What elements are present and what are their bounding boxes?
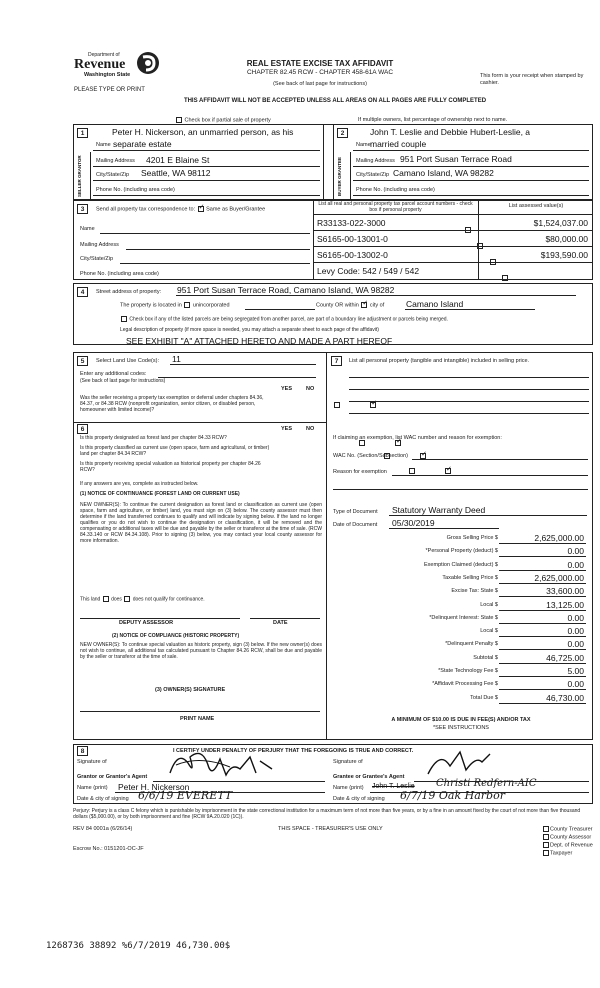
current-use-question: Is this property classified as current use (open space, farm and agricultural, or timber) land per chapter 84.34 RCW? <box>80 445 270 457</box>
partial-sale-checkbox[interactable] <box>176 117 182 123</box>
seller-side-label: SELLER GRANTOR <box>77 155 82 197</box>
state-name: Washington State <box>84 72 131 78</box>
grantor-name: Peter H. Nickerson <box>118 782 190 792</box>
grantor-signature-icon <box>160 745 290 783</box>
tax-row-label: *Personal Property (deduct) $ <box>425 548 498 555</box>
buyer-side-label: BUYER GRANTEE <box>337 156 342 196</box>
exemption-claim-label: If claiming an exemption, list WAC number and reason for exemption: <box>333 435 502 441</box>
personal-property-label: List all personal property (tangible and intangible) included in selling price. <box>349 358 530 364</box>
reason-label: Reason for exemption <box>333 469 387 475</box>
segregation-checkbox[interactable] <box>121 316 127 322</box>
multiple-owners-note: If multiple owners, list percentage of ownership next to name. <box>358 117 508 123</box>
street-label: Street address of property: <box>96 289 162 295</box>
escrow-number: Escrow No.: 0151201-OC-JF <box>73 846 144 852</box>
section-5-number: 5 <box>77 356 88 366</box>
correspondence-row: Send all property tax correspondence to: ✓ Same as Buyer/Grantee <box>96 206 265 213</box>
owner-signature-title: (3) OWNER(S) SIGNATURE <box>155 687 226 693</box>
city-value: Camano Island <box>406 299 464 309</box>
county-row: County OR within ✓ city of <box>316 302 384 309</box>
sec3-city-label: City/State/Zip <box>80 256 114 262</box>
receipt-note: This form is your receipt when stamped by cashier. <box>480 73 584 86</box>
seller-name-line2: separate estate <box>113 139 172 149</box>
buyer-address: 951 Port Susan Terrace Road <box>400 154 512 164</box>
copies-list <box>542 826 593 858</box>
grantor-date-city: 6/6/19 EVERETT <box>138 789 233 802</box>
does-not-qualify-checkbox[interactable] <box>124 596 130 602</box>
sec6-yes-header: YES <box>281 426 293 432</box>
land-use-label: Select Land Use Code(s): <box>96 358 159 364</box>
tax-row-label: Total Due $ <box>470 694 498 701</box>
grantor-sig-label: Signature of <box>77 759 107 765</box>
section-7-number: 7 <box>331 356 342 366</box>
tax-row-value: 5.00 <box>567 666 584 676</box>
instructions-note: (See back of last page for instructions) <box>273 81 367 87</box>
notice-continuance-title: (1) NOTICE OF CONTINUANCE (FOREST LAND OR CURRENT USE) <box>80 491 240 497</box>
treasurer-stamp: 1268736 38892 %6/7/2019 46,730.00$ <box>46 941 231 951</box>
same-as-buyer-checkbox[interactable] <box>198 206 204 212</box>
notice-continuance-body: NEW OWNER(S): To continue the current designation as forest land or classification as current use (open space, farm and agriculture, or timber) land, you must sign on (3) below. The county assessor must then determine if the land transferred continues to qualify and will indicate by signing below. If the land no longer qualifies or you do not wish to continue the designation or classification, it will be removed and the compensating or additional taxes will be due and payable by the seller or transferor at the time of sale. (RCW 84.33.140 or RCW 84.34.108). Prior to signing (3) below, you may contact your local county assessor for more information. <box>80 502 322 544</box>
grantee-name-handwritten: Christi Redfern-AIC <box>436 778 537 789</box>
buyer-city: Camano Island, WA 98282 <box>393 168 494 178</box>
segregation-row: Check box if any of the listed parcels are being segregated from another parcel, are part of a boundary line adjustment or parcels being merged. <box>120 316 448 322</box>
additional-codes-label: Enter any additional codes: <box>80 371 147 377</box>
wac-label: WAC No. (Section/Subsection) <box>333 453 408 459</box>
buyer-name-line2: married couple <box>370 139 427 149</box>
city-of-checkbox[interactable] <box>361 302 367 308</box>
qualify-row: This land does does not qualify for continuance. <box>80 596 205 603</box>
tax-row-label: Excise Tax: State $ <box>451 588 498 595</box>
agency-name: Revenue <box>74 57 126 72</box>
tax-row-value: 2,625,000.00 <box>534 533 584 543</box>
tax-row-value: 46,725.00 <box>546 652 584 663</box>
seller-address-label: Mailing Address <box>96 158 135 164</box>
buyer-city-label: City/State/Zip <box>356 172 390 178</box>
tax-row-value: 0.00 <box>567 639 584 650</box>
tax-row-label: Gross Selling Price $ <box>446 535 498 541</box>
tax-row-label: *Delinquent Interest: State $ <box>429 614 498 621</box>
parcel-3-value: $193,590.00 <box>540 250 588 260</box>
seller-city: Seattle, WA 98112 <box>141 168 211 178</box>
tax-row-label: *State Technology Fee $ <box>438 668 498 674</box>
partial-sale-row: Check box if partial sale of property <box>175 117 271 124</box>
perjury-notice: Perjury: Perjury is a class C felony which is punishable by imprisonment in the state correctional institution for a maximum term of not more than five years, or by a fine in an amount fixed by the court of not more than five thousand dollars ($5,000.00), or by both imprisonment and fine (RCW 9A.20.020 (1C)). <box>73 808 581 820</box>
section-6-number: 6 <box>77 424 88 434</box>
see-instructions-note: *SEE INSTRUCTIONS <box>433 725 489 731</box>
parcel-2-number: S6165-00-13001-0 <box>317 234 388 244</box>
parcel-1-number: R33133-022-3000 <box>317 218 386 228</box>
grantee-date-city: 6/7/19 Oak Harbor <box>400 789 505 802</box>
historic-question: Is this property receiving special valuation as historical property per chapter 84.26 RCW? <box>80 461 261 473</box>
section-3-number: 3 <box>77 204 88 214</box>
copy-checkbox[interactable] <box>543 842 549 848</box>
revenue-swirl-icon <box>134 50 162 76</box>
section-8-number: 8 <box>77 746 88 756</box>
parcel-4-personal-checkbox[interactable] <box>502 275 508 281</box>
parcel-3-number: S6165-00-13002-0 <box>317 250 388 260</box>
tax-row-label: Local $ <box>480 601 498 608</box>
seller-city-label: City/State/Zip <box>96 172 130 178</box>
copy-item: Dept. of Revenue <box>542 842 593 850</box>
section-4-number: 4 <box>77 287 88 297</box>
tax-row-label: Exemption Claimed (deduct) $ <box>424 561 498 568</box>
tax-row-label: *Delinquent Penalty $ <box>445 641 498 648</box>
sec5-yes-checkbox[interactable] <box>334 402 340 408</box>
copy-checkbox[interactable] <box>543 826 549 832</box>
tax-row-label: *Affidavit Processing Fee $ <box>432 681 498 688</box>
parcel-header: List all real and personal property tax parcel account numbers - check box if personal property <box>318 201 473 213</box>
doc-date-label: Date of Document <box>333 522 378 528</box>
yes-answers-note: If any answers are yes, complete as instructed below. <box>80 481 199 487</box>
legal-label: Legal description of property (if more space is needed, you may attach a separate sheet to each page of the affidavit) <box>120 327 379 333</box>
sec3-address-label: Mailing Address <box>80 242 119 248</box>
historic-yes-checkbox[interactable] <box>409 468 415 474</box>
section-1-number: 1 <box>77 128 88 138</box>
sec5-no-header: NO <box>306 386 315 392</box>
print-note: PLEASE TYPE OR PRINT <box>74 87 145 93</box>
seller-name-line1: Peter H. Nickerson, an unmarried person, as his <box>112 127 294 137</box>
tax-row-value: 13,125.00 <box>546 599 584 610</box>
additional-codes-note: (See back of last page for instructions) <box>80 378 166 384</box>
copy-item: County Assessor <box>542 834 593 842</box>
notice-compliance-title: (2) NOTICE OF COMPLIANCE (HISTORIC PROPERTY) <box>112 633 240 639</box>
doc-type-label: Type of Document <box>333 509 378 515</box>
sec5-yes-header: YES <box>281 386 293 392</box>
notice-compliance-body: NEW OWNER(S): To continue special valuation as historic property, sign (3) below. If the new owner(s) does not wish to continue, all additional tax calculated pursuant to Chapter 84.26 RCW, shall be due and payable by the seller or transferor at the time of sale. <box>80 642 322 660</box>
does-qualify-checkbox[interactable] <box>103 596 109 602</box>
print-name-label: PRINT NAME <box>180 716 215 722</box>
form-title: REAL ESTATE EXCISE TAX AFFIDAVIT <box>246 59 394 68</box>
sec3-phone-label: Phone No. (including area code) <box>80 271 159 277</box>
grantor-date-place-label: Date & city of signing <box>77 796 129 802</box>
located-row: The property is located in unincorporated <box>120 302 230 309</box>
doc-date: 05/30/2019 <box>392 518 435 528</box>
exemption-question: Was the seller receiving a property tax exemption or deferral under chapters 84.36, 84.37, or 84.38 RCW (nonprofit organization, senior citizen, or disabled person, homeowner with limited income)? <box>80 395 264 413</box>
grantee-date-place-label: Date & city of signing <box>333 796 385 802</box>
sec5-no-checkbox[interactable] <box>370 402 376 408</box>
copy-item: County Treasurer <box>542 826 593 834</box>
deputy-assessor-label: DEPUTY ASSESSOR <box>119 620 174 626</box>
parcel-2-value: $80,000.00 <box>545 234 588 244</box>
treasurer-space-label: THIS SPACE - TREASURER'S USE ONLY <box>278 826 383 832</box>
levy-code: Levy Code: 542 / 549 / 542 <box>317 266 420 276</box>
tax-row-value: 33,600.00 <box>546 586 584 597</box>
tax-row-value: 0.00 <box>567 626 584 637</box>
tax-row-label: Taxable Selling Price $ <box>442 574 498 581</box>
land-use-value: 11 <box>172 354 181 364</box>
grantee-name-struck: John T. Leslie <box>372 783 415 790</box>
value-header: List assessed value(s) <box>508 203 564 209</box>
dept-line: Department of <box>88 52 120 58</box>
forest-land-question: Is this property designated as forest land per chapter 84.33 RCW? <box>80 435 227 441</box>
grantee-signature-icon <box>420 746 500 780</box>
form-subtitle: CHAPTER 82.45 RCW - CHAPTER 458-61A WAC <box>246 69 394 76</box>
assessor-date-label: DATE <box>273 620 288 626</box>
grantee-name-print-label: Name (print) <box>333 785 364 791</box>
warning-banner: THIS AFFIDAVIT WILL NOT BE ACCEPTED UNLESS ALL AREAS ON ALL PAGES ARE FULLY COMPLETED <box>183 98 487 104</box>
tax-row-label: Subtotal $ <box>473 654 498 661</box>
sec6-no-header: NO <box>306 426 315 432</box>
revenue-logo <box>70 50 165 90</box>
sec3-name-label: Name <box>80 226 95 232</box>
doc-type: Statutory Warranty Deed <box>392 505 486 515</box>
historic-no-checkbox[interactable] <box>445 468 451 474</box>
buyer-phone-label: Phone No. (including area code) <box>356 187 435 193</box>
grantor-name-print-label: Name (print) <box>77 785 108 791</box>
tax-row-value: 46,730.00 <box>546 692 584 703</box>
street-address: 951 Port Susan Terrace Road, Camano Island, WA 98282 <box>177 285 395 295</box>
seller-phone-label: Phone No. (including area code) <box>96 187 175 193</box>
tax-row-value: 0.00 <box>567 679 584 690</box>
buyer-name-label: Name <box>356 142 371 148</box>
copy-item: Taxpayer <box>542 850 593 858</box>
grantee-agent-label: Grantee or Grantee's Agent <box>333 774 405 780</box>
tax-row-value: 2,625,000.00 <box>534 572 584 583</box>
grantee-sig-label: Signature of <box>333 759 363 765</box>
parcel-1-value: $1,524,037.00 <box>533 218 588 228</box>
unincorporated-checkbox[interactable] <box>184 302 190 308</box>
tax-row-value: 0.00 <box>567 546 584 557</box>
tax-row-label: Local $ <box>480 628 498 635</box>
minimum-fee-note: A MINIMUM OF $10.00 IS DUE IN FEE(S) AND/OR TAX <box>391 717 531 723</box>
buyer-name-line1: John T. Leslie and Debbie Hubert-Leslie, a <box>370 127 531 137</box>
tax-row-value: 0.00 <box>567 612 584 623</box>
seller-name-label: Name <box>96 142 111 148</box>
current-use-no-checkbox[interactable] <box>420 453 426 459</box>
buyer-address-label: Mailing Address <box>356 158 395 164</box>
copy-checkbox[interactable] <box>543 850 549 856</box>
rev-number: REV 84 0001a (6/26/14) <box>73 826 133 832</box>
legal-description: SEE EXHIBIT "A" ATTACHED HERETO AND MADE A PART HEREOF <box>126 336 393 346</box>
seller-address: 4201 E Blaine St <box>146 155 210 165</box>
copy-checkbox[interactable] <box>543 834 549 840</box>
section-2-number: 2 <box>337 128 348 138</box>
certify-statement: I CERTIFY UNDER PENALTY OF PERJURY THAT THE FOREGOING IS TRUE AND CORRECT. <box>173 748 414 754</box>
tax-row-value: 0.00 <box>567 559 584 570</box>
grantor-agent-label: Grantor or Grantor's Agent <box>77 774 148 780</box>
